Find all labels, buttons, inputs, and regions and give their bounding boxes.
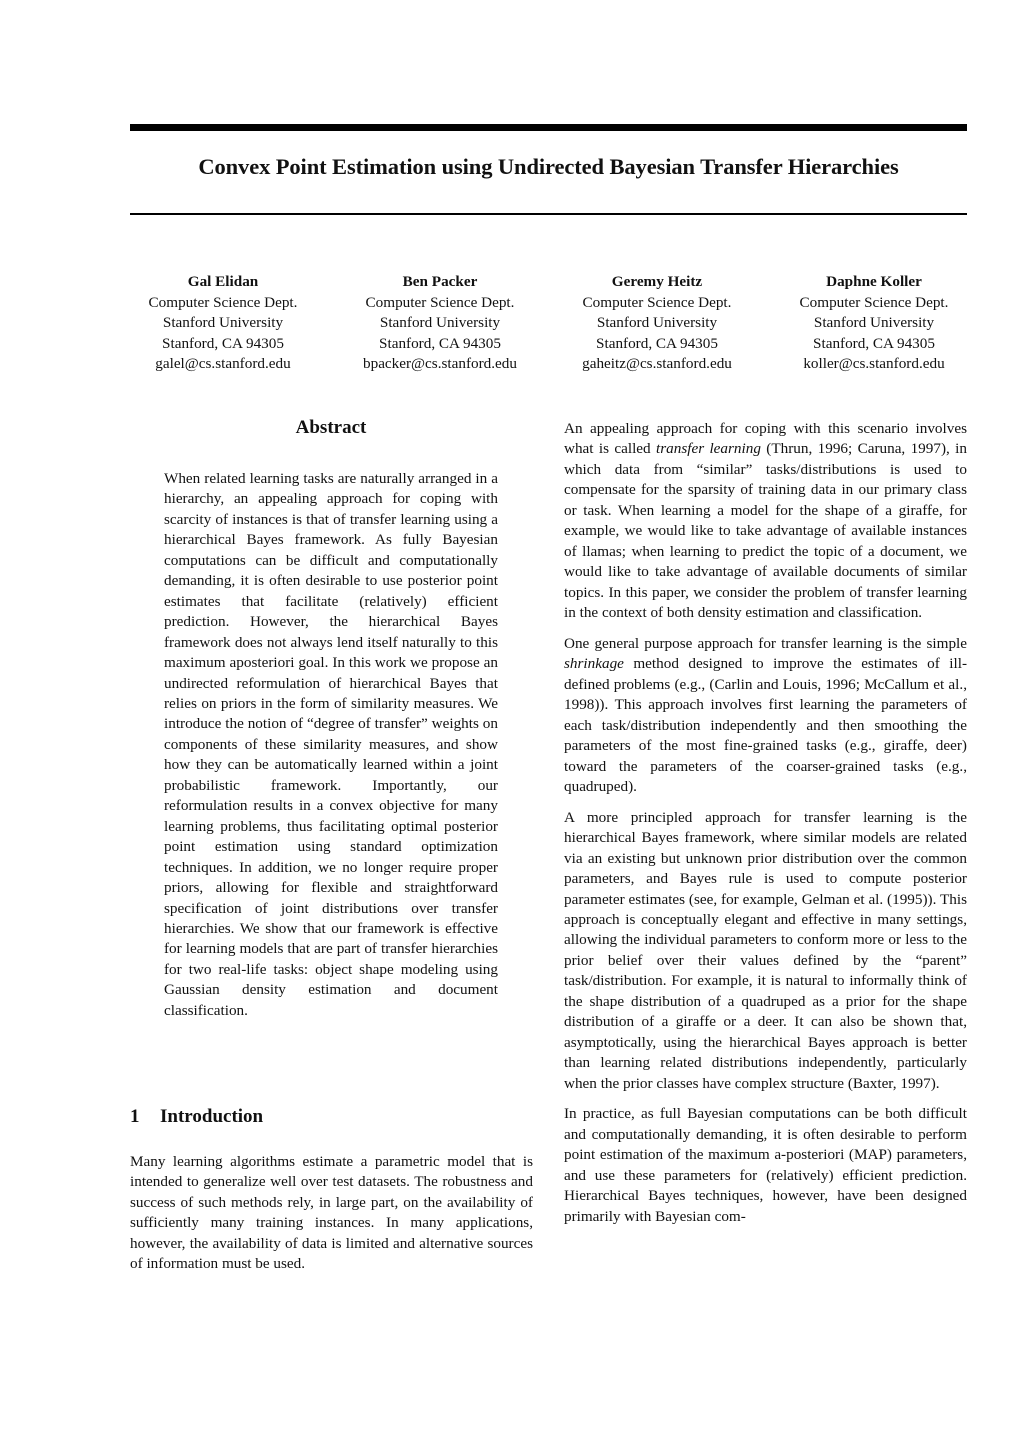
author-block [547, 272, 767, 375]
author-name: Ben Packer [402, 273, 478, 290]
author-email: koller@cs.stanford.edu [803, 355, 945, 372]
author-email: bpacker@cs.stanford.edu [363, 355, 517, 372]
text-run: (Thrun, 1996; Caruna, 1997), in which data from “similar” tasks/distributions is used to compensate for the sparsity of training data in our primary class or task. When learning a model for the shape of a giraffe, for example, we would like to take advantage of available instances of llamas; when learning to predict the topic of a document, we would like to take advantage of available documents of similar topics. In this paper, we consider the problem of transfer learning in the context of both density estimation and classification. [564, 440, 967, 622]
right-column [564, 419, 967, 1237]
top-rule [130, 124, 967, 131]
title-rule [130, 213, 967, 215]
author-dept: Computer Science Dept. [365, 293, 515, 311]
section-heading [130, 1106, 263, 1128]
section-title: Introduction [160, 1106, 264, 1127]
author-dept: Computer Science Dept. [799, 293, 949, 311]
author-email: gaheitz@cs.stanford.edu [582, 355, 732, 372]
abstract-heading: Abstract [295, 417, 367, 438]
author-address: Stanford, CA 94305 [596, 334, 718, 352]
intro-paragraph: Many learning algorithms estimate a parametric model that is intended to generalize well over test datasets. The robustness and success of such methods rely, in large part, on the availability of sufficiently many training instances. In many applications, however, the availability of data is limited and alternative sources of information must be used. [130, 1153, 533, 1273]
paragraph [564, 634, 967, 798]
text-run: method designed to improve the estimates of ill-defined problems (e.g., (Carlin and Louis, 1996; McCallum et al., 1998)). This approach involves first learning the parameters of each task/distribution independently and then smoothing the parameters of the most fine-grained tasks (e.g., giraffe, deer) toward the parameters of the coarser-grained tasks (e.g., quadruped). [564, 655, 967, 795]
author-block [330, 272, 550, 375]
paper-title: Convex Point Estimation using Undirected Bayesian Transfer Hierarchies [198, 154, 899, 179]
author-address: Stanford, CA 94305 [162, 334, 284, 352]
author-email: galel@cs.stanford.edu [155, 355, 291, 372]
author-dept: Computer Science Dept. [582, 293, 732, 311]
author-address: Stanford, CA 94305 [813, 334, 935, 352]
paragraph [564, 419, 967, 624]
author-dept: Computer Science Dept. [148, 293, 298, 311]
author-univ: Stanford University [379, 314, 501, 331]
abstract-text: When related learning tasks are naturally arranged in a hierarchy, an appealing approach for coping with scarcity of instances is that of transfer learning using a hierarchical Bayes framework. As fully Bayesian computations can be difficult and computationally demanding, it is often desirable to use posterior point estimates that facilitate (relatively) efficient prediction. However, the hierarchical Bayes framework does not always lend itself naturally to this maximum aposteriori goal. In this work we propose an undirected reformulation of hierarchical Bayes that relies on priors in the form of similarity measures. We introduce the notion of “degree of transfer” weights on components of these similarity measures, and show how they can be automatically learned within a joint probabilistic framework. Importantly, our reformulation results in a convex objective for many learning problems, thus facilitating optimal posterior point estimation using standard optimization techniques. In addition, we no longer require proper priors, allowing for flexible and straightforward specification of joint distributions over transfer hierarchies. We show that our framework is effective for learning models that are part of transfer hierarchies for two real-life tasks: object shape modeling using Gaussian density estimation and document classification. [164, 470, 498, 1019]
text-run: One general purpose approach for transfer learning is the simple [564, 634, 967, 652]
paragraph: A more principled approach for transfer learning is the hierarchical Bayes framework, where similar models are related via an existing but unknown prior distribution over the common parameters, and Bayes rule is used to compute posterior parameter estimates (see, for example, Gelman et al. (1995)). This approach is conceptually elegant and effective in many settings, allowing the individual parameters to conform more or less to the prior belief over their values defined by the “parent” task/distribution. For example, it is natural to informally think of the shape distribution of a quadruped as a prior for the shape distribution of a giraffe or a deer. It can also be shown that, asymptotically, using the hierarchical Bayes approach is better than learning related distributions independently, particularly when the prior classes have complex structure (Baxter, 1997). [564, 808, 967, 1092]
emphasis: transfer learning [656, 440, 761, 458]
author-block [764, 272, 984, 375]
author-name: Gal Elidan [187, 273, 259, 290]
author-address: Stanford, CA 94305 [379, 334, 501, 352]
section-number: 1 [130, 1106, 140, 1127]
author-block [113, 272, 333, 375]
author-univ: Stanford University [596, 314, 718, 331]
author-name: Geremy Heitz [611, 273, 703, 290]
author-name: Daphne Koller [826, 273, 922, 290]
paragraph: In practice, as full Bayesian computations can be both difficult and computationally demanding, it is often desirable to perform point estimation of the maximum a-posteriori (MAP) parameters, and use these parameters for (relatively) efficient prediction. Hierarchical Bayes techniques, however, have been designed primarily with Bayesian com- [564, 1105, 967, 1225]
author-univ: Stanford University [162, 314, 284, 331]
text-run: An appealing approach for coping with this scenario involves what is called [564, 420, 967, 458]
emphasis: shrinkage [564, 655, 624, 673]
author-univ: Stanford University [813, 314, 935, 331]
